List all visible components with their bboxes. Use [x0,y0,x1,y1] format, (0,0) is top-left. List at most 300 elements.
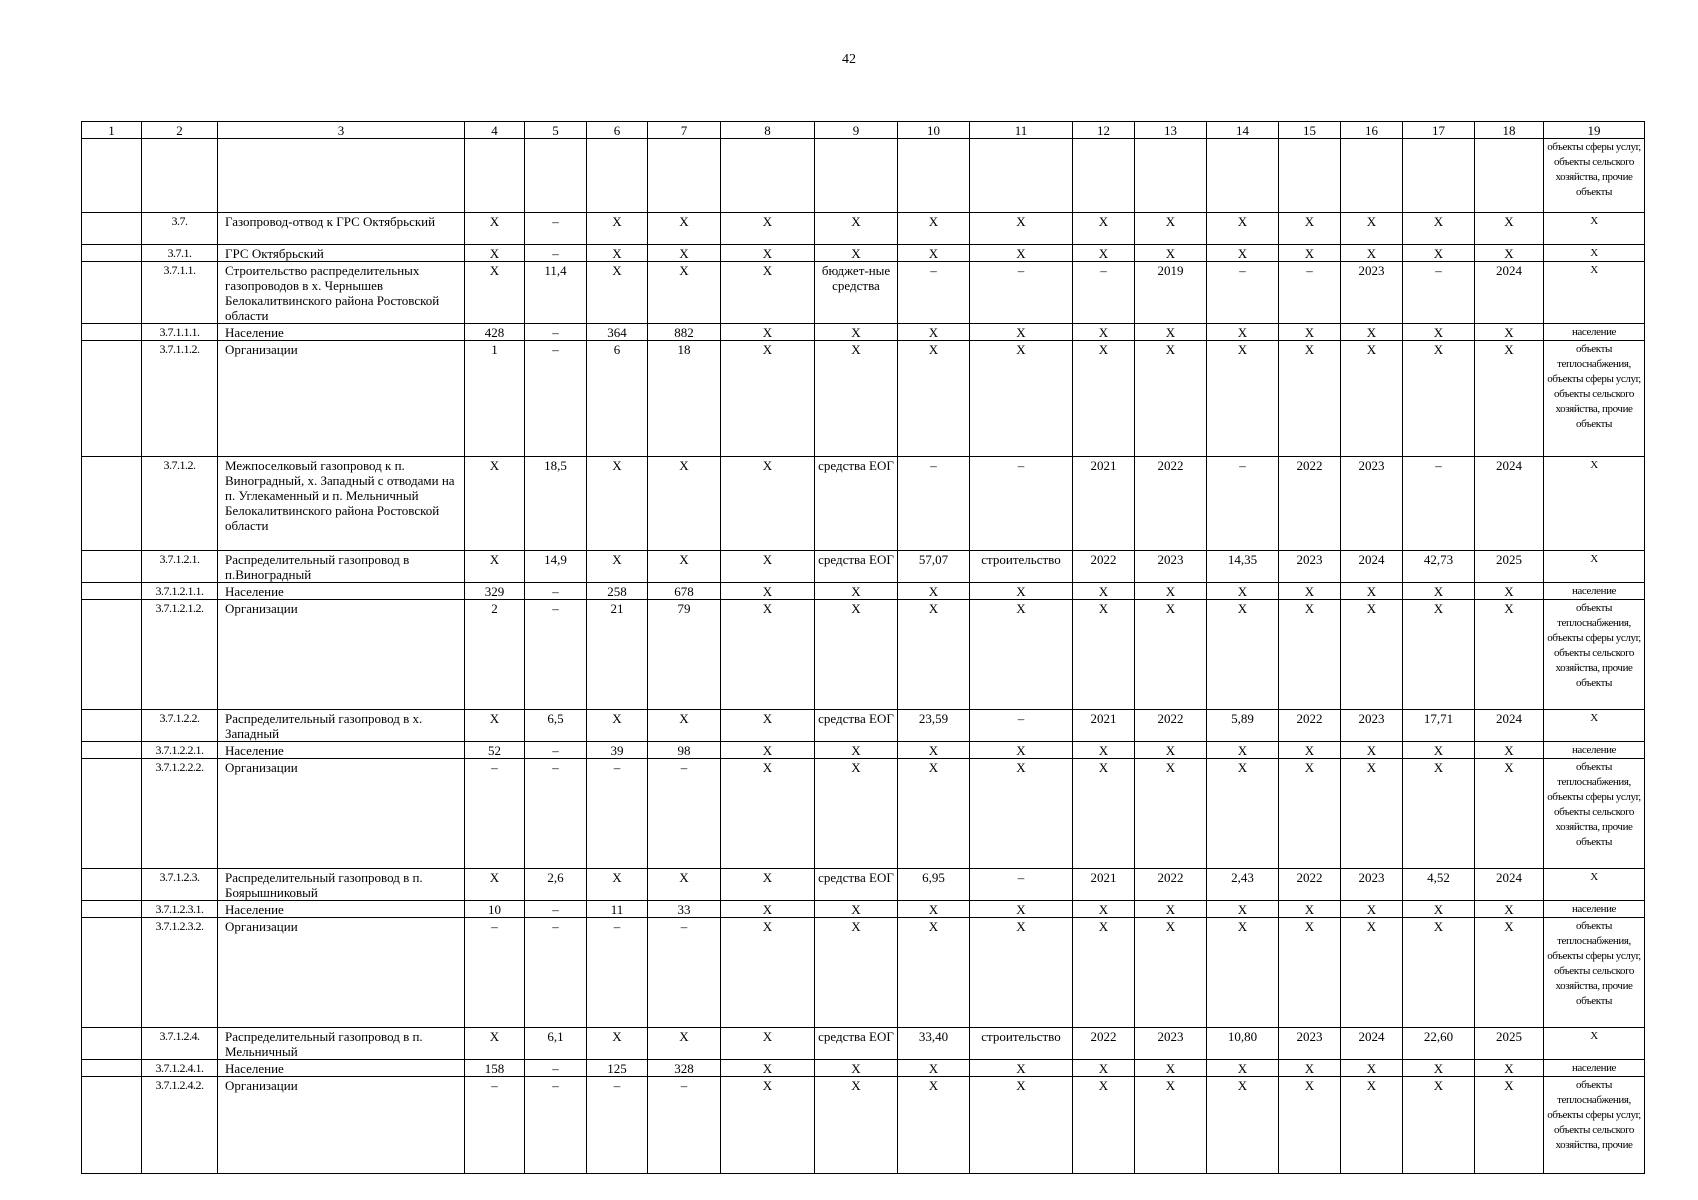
table-cell [82,742,142,759]
table-cell: Х [587,457,648,551]
table-cell: 10,80 [1207,1028,1279,1060]
table-cell: Х [815,759,898,869]
table-cell: Х [1544,869,1645,901]
table-cell: 3.7.1.2.4.2. [142,1077,218,1174]
table-cell: Х [1135,341,1207,457]
table-cell: Х [970,918,1073,1028]
column-number-header: 11 [970,122,1073,139]
table-cell: Х [898,341,970,457]
table-cell: 364 [587,324,648,341]
table-cell: Х [1135,600,1207,710]
table-cell: Х [898,1060,970,1077]
table-cell [1341,139,1403,213]
table-cell: население [1544,1060,1645,1077]
table-cell: 2021 [1073,869,1135,901]
table-cell: 52 [465,742,525,759]
table-cell [1475,139,1544,213]
table-cell: – [1073,262,1135,324]
table-cell: Организации [218,600,465,710]
table-cell: Х [587,1028,648,1060]
table-cell [1207,139,1279,213]
table-cell: 2024 [1475,262,1544,324]
table-cell: Х [1207,1077,1279,1174]
table-cell: Х [1279,341,1341,457]
table-cell: – [525,245,587,262]
table-cell: Х [1475,245,1544,262]
column-number-header: 6 [587,122,648,139]
table-cell: Х [1544,245,1645,262]
table-cell: Х [970,583,1073,600]
table-cell: 5,89 [1207,710,1279,742]
table-cell [815,139,898,213]
table-cell [82,1028,142,1060]
table-cell: 21 [587,600,648,710]
table-cell: Х [1544,710,1645,742]
table-cell: 18 [648,341,721,457]
table-cell: Х [1279,600,1341,710]
table-cell: Х [1403,759,1475,869]
table-cell: Х [648,245,721,262]
table-cell: Х [1403,918,1475,1028]
table-cell: 11 [587,901,648,918]
table-cell: – [970,710,1073,742]
table-cell: 2024 [1475,457,1544,551]
table-cell: Х [1544,262,1645,324]
table-cell: Х [465,1028,525,1060]
table-cell: 3.7.1.1.2. [142,341,218,457]
table-cell: 6,1 [525,1028,587,1060]
table-cell: Х [587,262,648,324]
table-cell: – [465,918,525,1028]
table-cell: Газопровод-отвод к ГРС Октябрьский [218,213,465,245]
table-cell: Х [1135,742,1207,759]
table-cell: Х [1544,457,1645,551]
table-cell: Х [898,759,970,869]
table-cell: 3.7.1.2.1.2. [142,600,218,710]
table-cell [82,759,142,869]
table-cell: Х [465,457,525,551]
table-cell: – [525,341,587,457]
table-cell: Х [1475,1077,1544,1174]
table-cell: 2024 [1341,1028,1403,1060]
table-cell: 2024 [1475,869,1544,901]
table-cell: – [898,262,970,324]
table-cell: 2023 [1135,1028,1207,1060]
table-cell: 2021 [1073,457,1135,551]
table-cell: Х [1475,901,1544,918]
table-cell: 882 [648,324,721,341]
table-cell [218,139,465,213]
table-cell: Х [1135,1060,1207,1077]
table-cell: 2021 [1073,710,1135,742]
table-cell: Х [1475,1060,1544,1077]
table-cell: Х [1403,1077,1475,1174]
column-number-header: 7 [648,122,721,139]
table-cell: Население [218,742,465,759]
table-cell: Х [1279,583,1341,600]
table-cell: население [1544,583,1645,600]
table-cell: Х [1073,1060,1135,1077]
table-cell: Х [1403,583,1475,600]
table-cell: Х [1403,213,1475,245]
table-cell: 3.7.1.2.3. [142,869,218,901]
table-cell: средства ЕОГ [815,869,898,901]
table-row [82,1028,1645,1060]
table-cell: Х [1207,600,1279,710]
table-cell [525,139,587,213]
table-cell: Х [1279,245,1341,262]
table-cell: – [525,1077,587,1174]
table-cell: Х [1403,600,1475,710]
table-cell: Население [218,324,465,341]
table-cell: Х [465,262,525,324]
table-cell: Х [648,1028,721,1060]
table-cell: 2023 [1135,551,1207,583]
table-row [82,918,1645,1028]
table-cell: Х [1279,1077,1341,1174]
table-cell: 2023 [1341,262,1403,324]
header-row [82,122,1645,139]
table-cell: Х [465,710,525,742]
table-cell: Х [815,742,898,759]
table-cell: 2023 [1279,1028,1341,1060]
table-cell: Население [218,901,465,918]
table-cell: 3.7.1.2.4. [142,1028,218,1060]
table-cell: Х [815,341,898,457]
table-cell: 2025 [1475,1028,1544,1060]
table-cell [82,341,142,457]
table-cell: – [970,262,1073,324]
table-cell: 678 [648,583,721,600]
table-cell: Распределительный газопровод в п. Мельничный [218,1028,465,1060]
table-cell: средства ЕОГ [815,457,898,551]
table-cell: – [587,759,648,869]
table-cell: Х [1279,901,1341,918]
table-cell: Х [1073,600,1135,710]
table-cell: Х [1279,759,1341,869]
table-cell: 2022 [1279,710,1341,742]
table-cell: – [1403,457,1475,551]
table-cell: Х [1073,324,1135,341]
table-cell: объекты теплоснабжения, объекты сферы услуг, объекты сельского хозяйства, прочие объекты [1544,600,1645,710]
table-cell: 3.7.1.2.1.1. [142,583,218,600]
column-number-header: 10 [898,122,970,139]
table-cell: Х [1341,213,1403,245]
table-cell: ГРС Октябрьский [218,245,465,262]
table-cell: 2023 [1279,551,1341,583]
column-number-header: 14 [1207,122,1279,139]
table-cell: Х [970,1060,1073,1077]
table-cell: Х [587,551,648,583]
table-cell: 2,43 [1207,869,1279,901]
table-cell: Х [1475,918,1544,1028]
table-cell: Х [721,213,815,245]
table-cell: Х [1544,551,1645,583]
table-row [82,324,1645,341]
table-cell: 2022 [1073,551,1135,583]
table-cell: Х [721,869,815,901]
table-cell: – [525,213,587,245]
table-cell: Х [587,245,648,262]
table-cell: Х [1341,583,1403,600]
table-cell: Х [1403,742,1475,759]
table-cell: 3.7.1.2.4.1. [142,1060,218,1077]
table-cell: Х [1341,245,1403,262]
table-cell: Х [465,245,525,262]
table-cell: Х [970,213,1073,245]
table-cell: Распределительный газопровод в х. Западный [218,710,465,742]
table-cell: 23,59 [898,710,970,742]
table-cell: – [587,1077,648,1174]
table-cell: Х [1207,324,1279,341]
table-cell: Х [1341,1077,1403,1174]
table-cell: Х [721,1060,815,1077]
table-cell: Х [1073,901,1135,918]
table-row [82,1060,1645,1077]
table-row [82,710,1645,742]
column-number-header: 13 [1135,122,1207,139]
column-number-header: 2 [142,122,218,139]
table-cell: Х [1279,1060,1341,1077]
table-cell: Население [218,1060,465,1077]
table-cell [82,600,142,710]
table-cell: 3.7.1.1.1. [142,324,218,341]
column-number-header: 15 [1279,122,1341,139]
table-cell: Х [587,213,648,245]
table-cell: – [1207,457,1279,551]
table-cell: Х [815,1077,898,1174]
table-cell: – [525,583,587,600]
table-cell: Х [898,600,970,710]
table-cell [82,710,142,742]
table-row [82,213,1645,245]
table-cell: Х [465,869,525,901]
table-cell: – [648,759,721,869]
table-cell [898,139,970,213]
table-cell: 2 [465,600,525,710]
data-table [81,121,1645,1174]
table-cell [82,901,142,918]
table-cell: 2022 [1135,710,1207,742]
table-cell: объекты теплоснабжения, объекты сферы услуг, объекты сельского хозяйства, прочие объекты [1544,759,1645,869]
table-cell: Х [1475,759,1544,869]
table-cell: Х [1279,213,1341,245]
table-cell: объекты теплоснабжения, объекты сферы услуг, объекты сельского хозяйства, прочие [1544,1077,1645,1174]
table-cell: 22,60 [1403,1028,1475,1060]
column-number-header: 4 [465,122,525,139]
table-cell: Х [970,759,1073,869]
table-cell: Х [465,551,525,583]
table-cell [82,869,142,901]
table-cell: – [587,918,648,1028]
table-cell [82,918,142,1028]
table-cell: Х [815,583,898,600]
table-cell: Х [721,600,815,710]
table-cell: – [525,901,587,918]
table-cell: Х [815,1060,898,1077]
table-cell: Х [898,742,970,759]
table-cell: Х [721,262,815,324]
table-cell: Х [898,901,970,918]
table-cell: 11,4 [525,262,587,324]
column-number-header: 16 [1341,122,1403,139]
table-cell: Х [587,869,648,901]
column-number-header: 17 [1403,122,1475,139]
table-cell: Х [970,324,1073,341]
table-cell [82,262,142,324]
table-cell [82,1077,142,1174]
table-cell: 3.7.1.1. [142,262,218,324]
table-row [82,262,1645,324]
table-cell: Х [970,245,1073,262]
table-cell: Х [970,1077,1073,1174]
table-cell: Х [1135,1077,1207,1174]
table-cell: – [525,600,587,710]
table-cell: Х [1073,759,1135,869]
table-cell: – [525,759,587,869]
table-cell: 2023 [1341,457,1403,551]
table-cell [1403,139,1475,213]
table-cell: Х [1135,759,1207,869]
table-cell: – [1279,262,1341,324]
table-cell: 10 [465,901,525,918]
table-cell: 14,35 [1207,551,1279,583]
table-cell: Х [898,245,970,262]
table-cell: Х [815,324,898,341]
table-cell: Х [648,710,721,742]
table-cell: 6,95 [898,869,970,901]
table-cell: Х [815,245,898,262]
table-cell: 3.7.1.2.3.1. [142,901,218,918]
table-cell: объекты теплоснабжения, объекты сферы услуг, объекты сельского хозяйства, прочие объекты [1544,341,1645,457]
table-cell [1073,139,1135,213]
column-number-header: 1 [82,122,142,139]
table-cell: Х [1073,583,1135,600]
table-cell: Х [648,262,721,324]
table-cell: Х [648,869,721,901]
table-cell: Х [1341,600,1403,710]
table-cell: 2024 [1341,551,1403,583]
table-row [82,869,1645,901]
table-cell: 125 [587,1060,648,1077]
table-row [82,245,1645,262]
table-cell: Х [1341,324,1403,341]
column-number-header: 3 [218,122,465,139]
table-cell: Х [721,324,815,341]
table-cell: Организации [218,341,465,457]
table-cell [82,213,142,245]
table-cell: Межпоселковый газопровод к п. Виноградный, х. Западный с отводами на п. Углекаменный и п. Мельничный Белокалитвинского района Ростовской области [218,457,465,551]
table-cell [82,1060,142,1077]
table-row [82,600,1645,710]
table-cell: 428 [465,324,525,341]
table-cell: Х [1135,213,1207,245]
table-cell: – [970,457,1073,551]
table-cell: Х [898,918,970,1028]
table-cell [648,139,721,213]
table-cell: Распределительный газопровод в п. Боярышниковый [218,869,465,901]
table-cell: строительство [970,1028,1073,1060]
table-cell: – [525,742,587,759]
table-cell: Х [1135,918,1207,1028]
table-cell: – [970,869,1073,901]
table-cell: Организации [218,759,465,869]
table-cell: Х [898,213,970,245]
table-row [82,742,1645,759]
table-cell: 4,52 [1403,869,1475,901]
table-cell: Х [1403,341,1475,457]
table-cell: Х [721,583,815,600]
table-cell: Распределительный газопровод в п.Виноградный [218,551,465,583]
table-cell: Х [1207,341,1279,457]
table-row [82,759,1645,869]
table-cell: Х [1475,341,1544,457]
table-cell: Х [1475,742,1544,759]
table-cell: 3.7.1. [142,245,218,262]
table-row [82,551,1645,583]
table-cell: Х [1207,918,1279,1028]
table-cell: 329 [465,583,525,600]
table-cell: Х [898,324,970,341]
table-row [82,457,1645,551]
table-cell: 2022 [1279,869,1341,901]
table-cell: Х [465,213,525,245]
table-cell: Х [721,918,815,1028]
table-cell: 3.7.1.2.3.2. [142,918,218,1028]
table-cell [82,245,142,262]
table-cell: Население [218,583,465,600]
table-cell: 18,5 [525,457,587,551]
table-cell: Х [1341,341,1403,457]
table-cell: Х [1207,245,1279,262]
table-cell: Х [721,759,815,869]
table-cell [721,139,815,213]
table-cell: 2022 [1135,869,1207,901]
column-number-header: 12 [1073,122,1135,139]
table-cell: Х [1475,213,1544,245]
table-cell: Х [1475,583,1544,600]
table-cell: Х [1207,759,1279,869]
table-cell [82,324,142,341]
table-cell: Х [1073,918,1135,1028]
table-cell: Х [1207,583,1279,600]
table-cell: Х [1135,324,1207,341]
table-row [82,139,1645,213]
column-number-header: 18 [1475,122,1544,139]
table-cell: Х [1403,901,1475,918]
table-cell: Строительство распределительных газопроводов в х. Чернышев Белокалитвинского района Ростовской области [218,262,465,324]
table-cell: Х [1403,245,1475,262]
table-cell: Х [1073,213,1135,245]
table-cell: Х [815,901,898,918]
page-number: 42 [842,52,856,67]
table-cell [82,551,142,583]
table-cell: Х [721,457,815,551]
table-cell: Организации [218,918,465,1028]
table-cell: Х [1279,918,1341,1028]
table-cell: 17,71 [1403,710,1475,742]
table-cell: Х [648,213,721,245]
table-cell: 57,07 [898,551,970,583]
table-cell: Х [721,1077,815,1174]
table-cell: Х [1135,901,1207,918]
table-cell: – [648,918,721,1028]
table-cell: 14,9 [525,551,587,583]
column-number-header: 19 [1544,122,1645,139]
table-cell: 6,5 [525,710,587,742]
column-number-header: 5 [525,122,587,139]
table-cell: Х [1475,324,1544,341]
